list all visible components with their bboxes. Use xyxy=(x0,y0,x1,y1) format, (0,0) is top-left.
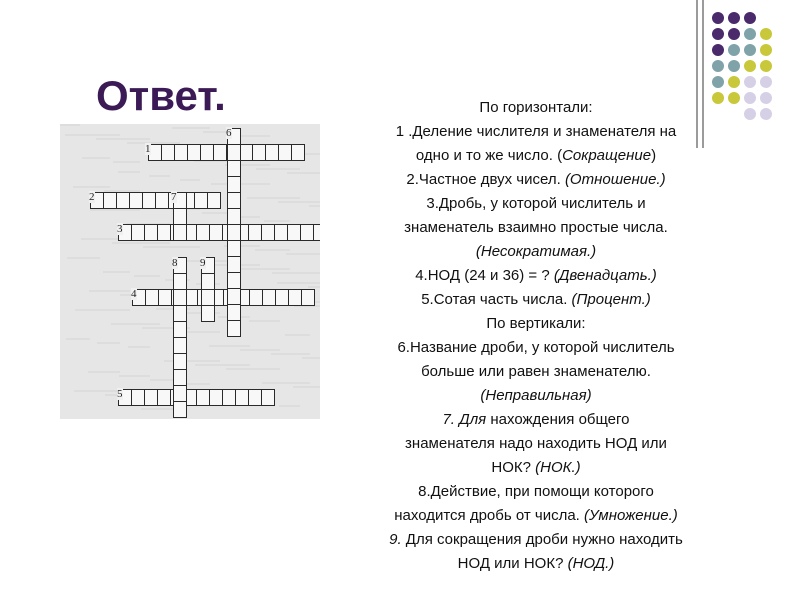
clue-number-7: 7 xyxy=(171,191,177,203)
row-1-cell xyxy=(161,144,175,161)
paper-texture xyxy=(118,171,140,173)
clue-4: 4.НОД (24 и 36) = ? (Двенадцать.) xyxy=(415,267,657,284)
col-8-cell xyxy=(173,337,187,354)
col-8-cell xyxy=(173,353,187,370)
clue-8-line-1: 8.Действие, при помощи которого xyxy=(418,483,654,500)
row-4-cell xyxy=(145,289,159,306)
decor-dot xyxy=(712,28,724,40)
decor-dot xyxy=(760,60,772,72)
clue-number-9: 9 xyxy=(200,257,206,269)
col-6-cell xyxy=(227,272,241,289)
clue-8-line-2: находится дробь от числа. (Умножение.) xyxy=(394,507,678,524)
clue-9-line-2: НОД или НОК? (НОД.) xyxy=(457,555,615,572)
decor-dot xyxy=(760,76,772,88)
paper-texture xyxy=(67,257,100,259)
crossword-image xyxy=(60,124,320,419)
paper-texture xyxy=(262,382,310,384)
row-3-cell xyxy=(300,224,314,241)
row-5-cell xyxy=(157,389,171,406)
row-1-cell xyxy=(291,144,305,161)
clue-9-line-1: 9. Для сокращения дроби нужно находить xyxy=(389,531,683,548)
row-2-cell xyxy=(155,192,169,209)
clue-7-line-1: 7. Для нахождения общего xyxy=(442,411,630,428)
col-9-cell xyxy=(201,273,215,290)
col-7-cell xyxy=(173,224,187,241)
col-8-cell xyxy=(173,385,187,402)
row-3-cell xyxy=(274,224,288,241)
paper-texture xyxy=(60,124,80,126)
col-9-cell xyxy=(201,305,215,322)
col-6-cell xyxy=(227,144,241,161)
col-8-cell xyxy=(173,321,187,338)
paper-texture xyxy=(149,175,170,177)
row-2-cell xyxy=(207,192,221,209)
clue-1-line-1: 1 .Деление числителя и знаменателя на xyxy=(395,123,677,140)
clue-1-line-2: одно и то же число. (Сокращение) xyxy=(415,147,657,164)
row-4-cell xyxy=(158,289,172,306)
clue-number-2: 2 xyxy=(89,191,95,203)
row-3-cell xyxy=(209,224,223,241)
decor-dot xyxy=(712,12,724,24)
paper-texture xyxy=(97,342,120,344)
answer-3: (Несократимая.) xyxy=(475,243,597,260)
col-8-cell xyxy=(173,273,187,290)
decor-dot xyxy=(744,28,756,40)
paper-texture xyxy=(128,346,150,348)
paper-texture xyxy=(249,320,280,322)
row-4-cell xyxy=(249,289,263,306)
clue-number-8: 8 xyxy=(172,257,178,269)
paper-texture xyxy=(195,364,250,366)
answer-9: (НОД.) xyxy=(567,555,615,572)
answer-5: (Процент.) xyxy=(571,291,651,308)
clue-number-4: 4 xyxy=(131,288,137,300)
paper-texture xyxy=(74,390,120,392)
decor-dot xyxy=(728,60,740,72)
col-6-cell xyxy=(227,288,241,305)
decor-dot xyxy=(712,76,724,88)
paper-texture xyxy=(143,246,200,248)
clue-7-line-3: НОК? (НОК.) xyxy=(491,459,581,476)
paper-texture xyxy=(65,134,120,136)
paper-texture xyxy=(256,168,300,170)
paper-texture xyxy=(113,161,140,163)
row-4-cell xyxy=(301,289,315,306)
paper-texture xyxy=(255,249,290,251)
paper-texture xyxy=(82,157,110,159)
decor-dot xyxy=(712,60,724,72)
answer-6: (Неправильная) xyxy=(480,387,592,404)
clue-number-1: 1 xyxy=(145,143,151,155)
row-4-cell xyxy=(262,289,276,306)
paper-texture xyxy=(119,375,150,377)
col-9-cell xyxy=(201,289,215,306)
slide-title: Ответ. xyxy=(96,72,226,119)
row-4-cell xyxy=(288,289,302,306)
decor-dot xyxy=(744,12,756,24)
row-2-cell xyxy=(103,192,117,209)
decor-dot xyxy=(760,44,772,56)
paper-texture xyxy=(279,405,300,407)
paper-texture xyxy=(180,179,200,181)
row-5-cell xyxy=(261,389,275,406)
row-3-cell xyxy=(313,224,320,241)
col-8-cell xyxy=(173,401,187,418)
clue-6-line-2: больше или равен знаменателю. xyxy=(421,363,651,380)
row-1-cell xyxy=(265,144,279,161)
row-3-cell xyxy=(248,224,262,241)
row-5-cell xyxy=(209,389,223,406)
row-1-cell xyxy=(200,144,214,161)
row-2-cell xyxy=(142,192,156,209)
col-6-cell xyxy=(227,160,241,177)
decor-dot xyxy=(728,12,740,24)
paper-texture xyxy=(241,268,290,270)
answers-text xyxy=(326,96,746,576)
paper-texture xyxy=(111,323,160,325)
row-5-cell xyxy=(222,389,236,406)
paper-texture xyxy=(209,345,250,347)
paper-texture xyxy=(73,186,110,188)
col-8-cell xyxy=(173,289,187,306)
col-6-cell xyxy=(227,320,241,337)
col-6-cell xyxy=(227,192,241,209)
answer-2: (Отношение.) xyxy=(564,171,666,188)
clue-number-6: 6 xyxy=(226,127,232,139)
decor-dot xyxy=(744,60,756,72)
paper-texture xyxy=(277,282,320,284)
col-8-cell xyxy=(173,369,187,386)
paper-texture xyxy=(103,271,130,273)
row-2-cell xyxy=(129,192,143,209)
heading-horizontal: По горизонтали: xyxy=(479,99,593,116)
clue-6-line-1: 6.Название дроби, у которой числитель xyxy=(397,339,675,356)
answer-8: (Умножение.) xyxy=(584,507,678,524)
row-5-cell xyxy=(196,389,210,406)
paper-texture xyxy=(302,357,320,359)
paper-texture xyxy=(308,286,320,288)
paper-texture xyxy=(202,212,230,214)
col-6-cell xyxy=(227,256,241,273)
col-6-cell xyxy=(227,240,241,257)
clue-number-5: 5 xyxy=(117,388,123,400)
decor-dot xyxy=(760,28,772,40)
row-5-cell xyxy=(144,389,158,406)
paper-texture xyxy=(90,209,140,211)
row-2-cell xyxy=(194,192,208,209)
row-1-cell xyxy=(174,144,188,161)
col-6-cell xyxy=(227,176,241,193)
row-3-cell xyxy=(157,224,171,241)
paper-texture xyxy=(285,334,310,336)
row-4-cell xyxy=(275,289,289,306)
clue-3-line-1: 3.Дробь, у которой числитель и xyxy=(426,195,646,212)
decor-dot xyxy=(728,76,740,88)
paper-texture xyxy=(112,242,170,244)
clue-3-line-2: знаменатель взаимно простые числа. xyxy=(404,219,668,236)
row-3-cell xyxy=(144,224,158,241)
col-8-cell xyxy=(173,305,187,322)
answer-1: Сокращение xyxy=(562,147,652,164)
row-5-cell xyxy=(235,389,249,406)
decor-dot xyxy=(728,28,740,40)
col-6-cell xyxy=(227,224,241,241)
decor-dot xyxy=(712,44,724,56)
answer-7: (НОК.) xyxy=(535,459,581,476)
paper-texture xyxy=(293,386,320,388)
paper-texture xyxy=(271,353,310,355)
decor-dot xyxy=(744,76,756,88)
row-1-cell xyxy=(239,144,253,161)
paper-texture xyxy=(75,309,130,311)
col-7-cell xyxy=(173,208,187,225)
paper-texture xyxy=(240,349,280,351)
clue-5: 5.Сотая часть числа. (Процент.) xyxy=(421,291,651,308)
paper-texture xyxy=(96,138,150,140)
clue-number-3: 3 xyxy=(117,223,123,235)
paper-texture xyxy=(89,290,130,292)
row-5-cell xyxy=(248,389,262,406)
paper-texture xyxy=(286,253,320,255)
row-3-cell xyxy=(261,224,275,241)
paper-texture xyxy=(226,368,280,370)
row-1-cell xyxy=(252,144,266,161)
row-1-cell xyxy=(187,144,201,161)
paper-texture xyxy=(309,205,320,207)
decor-dot xyxy=(760,108,772,120)
row-1-cell xyxy=(278,144,292,161)
col-6-cell xyxy=(227,208,241,225)
paper-texture xyxy=(272,272,320,274)
clue-2: 2.Частное двух чисел. (Отношение.) xyxy=(406,171,666,188)
paper-texture xyxy=(264,220,290,222)
paper-texture xyxy=(278,201,320,203)
paper-texture xyxy=(172,127,210,129)
row-3-cell xyxy=(196,224,210,241)
paper-texture xyxy=(247,197,300,199)
col-6-cell xyxy=(227,304,241,321)
paper-texture xyxy=(88,371,120,373)
clue-7-line-2: знаменателя надо находить НОД или xyxy=(405,435,667,452)
heading-vertical: По вертикали: xyxy=(486,315,586,332)
answer-4: (Двенадцать.) xyxy=(553,267,657,284)
row-1-cell xyxy=(213,144,227,161)
paper-texture xyxy=(66,338,90,340)
decor-dot xyxy=(744,44,756,56)
row-2-cell xyxy=(116,192,130,209)
row-5-cell xyxy=(131,389,145,406)
paper-texture xyxy=(134,275,160,277)
row-3-cell xyxy=(131,224,145,241)
paper-texture xyxy=(287,172,320,174)
decor-dot xyxy=(728,44,740,56)
decor-dot xyxy=(760,92,772,104)
row-3-cell xyxy=(287,224,301,241)
